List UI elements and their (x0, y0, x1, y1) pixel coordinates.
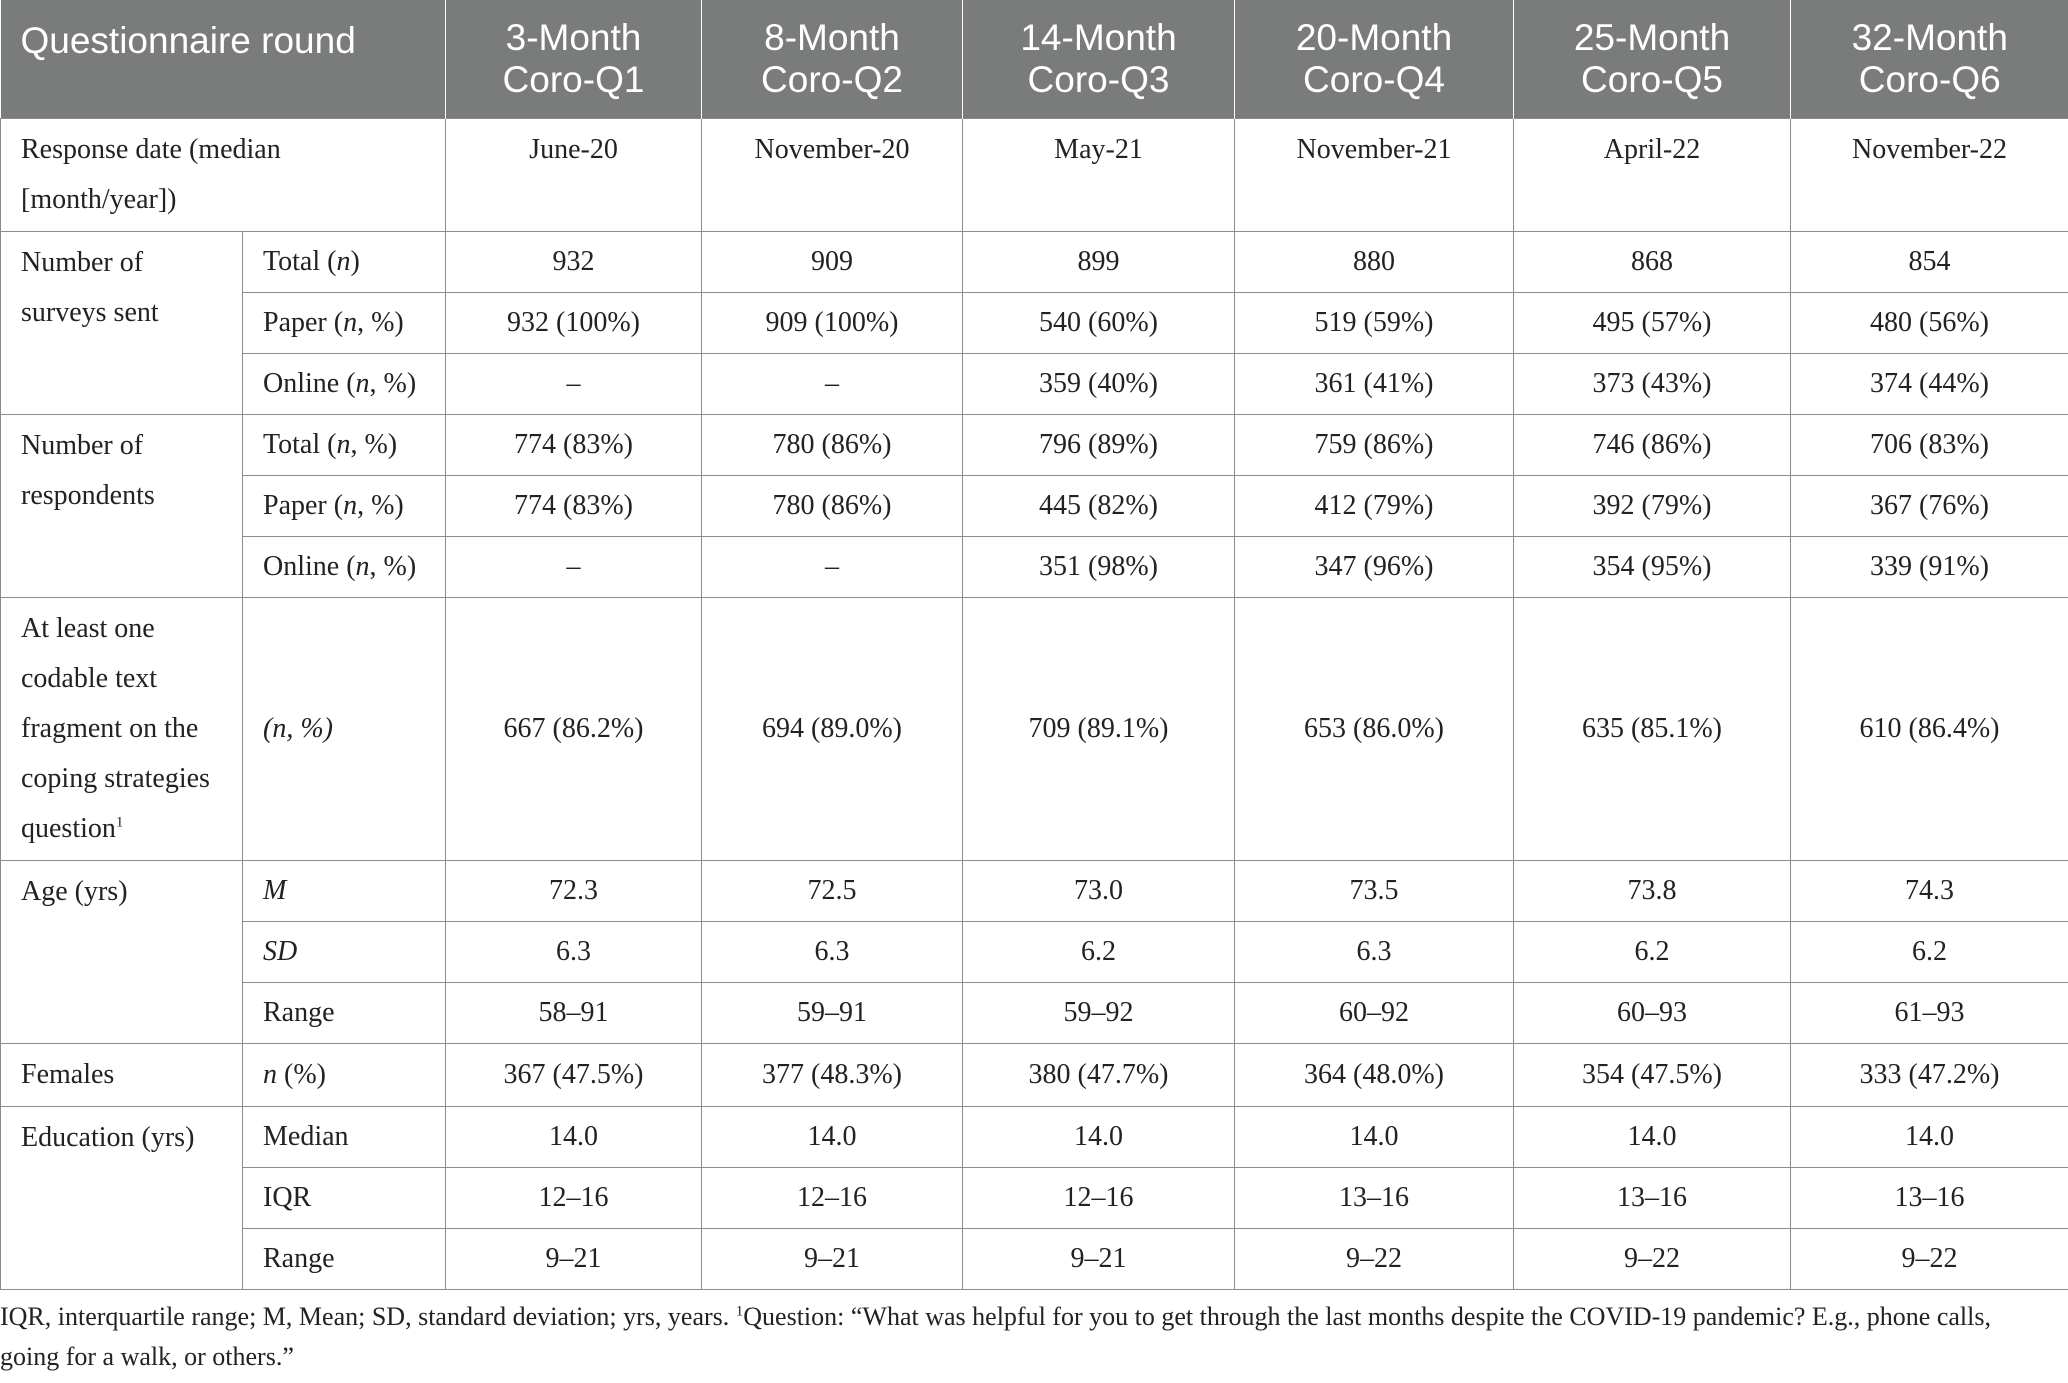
table-cell: 14.0 (1514, 1106, 1791, 1167)
table-cell: 392 (79%) (1514, 475, 1791, 536)
table-cell: 72.3 (446, 860, 702, 921)
table-row (1, 597, 2068, 860)
table-cell: 6.2 (1791, 921, 2068, 982)
table-cell: 14.0 (446, 1106, 702, 1167)
table-cell: 73.5 (1235, 860, 1514, 921)
table-cell: May-21 (963, 118, 1235, 231)
row-label-surveys-sent: Number of surveys sent (1, 231, 243, 414)
table-cell: 61–93 (1791, 982, 2068, 1043)
row-sublabel: M (243, 860, 446, 921)
table-cell: 909 (702, 231, 963, 292)
row-label-education: Education (yrs) (1, 1106, 243, 1289)
table-cell: 364 (48.0%) (1235, 1043, 1514, 1106)
table-cell: 932 (100%) (446, 292, 702, 353)
row-sublabel: Online (n, %) (243, 353, 446, 414)
table-cell: 60–92 (1235, 982, 1514, 1043)
row-label-codable: At least one codable text fragment on the coping strategies question$^1$ (1, 597, 243, 860)
table-row (1, 982, 2068, 1043)
table-cell: 14.0 (1791, 1106, 2068, 1167)
table-cell: 73.8 (1514, 860, 1791, 921)
row-sublabel: Range (243, 1228, 446, 1289)
table-cell: 759 (86%) (1235, 414, 1514, 475)
row-label-age: Age (yrs) (1, 860, 243, 1043)
table-cell: 6.3 (702, 921, 963, 982)
table-cell: – (446, 353, 702, 414)
table-cell: 347 (96%) (1235, 536, 1514, 597)
table-cell: – (446, 536, 702, 597)
table-cell: 58–91 (446, 982, 702, 1043)
table-row (1, 118, 2068, 231)
table-cell: 880 (1235, 231, 1514, 292)
row-sublabel: Online (n, %) (243, 536, 446, 597)
table-cell: 899 (963, 231, 1235, 292)
table-cell: 14.0 (963, 1106, 1235, 1167)
table-cell: 780 (86%) (702, 414, 963, 475)
table-cell: 74.3 (1791, 860, 2068, 921)
table-cell: 377 (48.3%) (702, 1043, 963, 1106)
table-row (1, 1228, 2068, 1289)
table-footnote: IQR, interquartile range; M, Mean; SD, standard deviation; yrs, years. $^1$Question: “What was helpful for you to get through the last months despite the COVID-19 pandemic? E.g., phone calls, going for a walk, or others.” (0, 1302, 1991, 1371)
table-cell: April-22 (1514, 118, 1791, 231)
table-cell: 9–21 (702, 1228, 963, 1289)
table-cell: 13–16 (1235, 1167, 1514, 1228)
table-cell: 12–16 (963, 1167, 1235, 1228)
header-col-q5: 25-Month Coro-Q5 (1514, 0, 1791, 118)
table-cell: 6.3 (446, 921, 702, 982)
table-cell: 367 (47.5%) (446, 1043, 702, 1106)
table-cell: 13–16 (1791, 1167, 2068, 1228)
table-cell: 9–22 (1235, 1228, 1514, 1289)
row-label-respondents: Number of respondents (1, 414, 243, 597)
table-cell: 380 (47.7%) (963, 1043, 1235, 1106)
table-row (1, 231, 2068, 292)
table-cell: 6.3 (1235, 921, 1514, 982)
table-cell: 932 (446, 231, 702, 292)
row-sublabel: Total (n) (243, 231, 446, 292)
table-cell: 653 (86.0%) (1235, 597, 1514, 860)
table-cell: 361 (41%) (1235, 353, 1514, 414)
table-cell: 333 (47.2%) (1791, 1043, 2068, 1106)
table-cell: 354 (95%) (1514, 536, 1791, 597)
header-col-q2: 8-Month Coro-Q2 (702, 0, 963, 118)
table-cell: 694 (89.0%) (702, 597, 963, 860)
row-sublabel: SD (243, 921, 446, 982)
row-sublabel: Median (243, 1106, 446, 1167)
table-cell: 9–22 (1514, 1228, 1791, 1289)
table-row (1, 414, 2068, 475)
table-cell: 60–93 (1514, 982, 1791, 1043)
table-row (1, 1106, 2068, 1167)
table-row (1, 292, 2068, 353)
row-sublabel: IQR (243, 1167, 446, 1228)
table-cell: 9–22 (1791, 1228, 2068, 1289)
table-row (1, 860, 2068, 921)
table-cell: 796 (89%) (963, 414, 1235, 475)
row-sublabel: Range (243, 982, 446, 1043)
table-cell: 774 (83%) (446, 475, 702, 536)
table-cell: – (702, 353, 963, 414)
table-cell: 635 (85.1%) (1514, 597, 1791, 860)
table-cell: 359 (40%) (963, 353, 1235, 414)
table-cell: 367 (76%) (1791, 475, 2068, 536)
row-sublabel: Paper (n, %) (243, 292, 446, 353)
table-cell: 412 (79%) (1235, 475, 1514, 536)
table-cell: 339 (91%) (1791, 536, 2068, 597)
table-cell: 59–91 (702, 982, 963, 1043)
table-cell: 706 (83%) (1791, 414, 2068, 475)
table-cell: 12–16 (446, 1167, 702, 1228)
table-cell: 774 (83%) (446, 414, 702, 475)
header-col-q3: 14-Month Coro-Q3 (963, 0, 1235, 118)
table-row (1, 536, 2068, 597)
table-cell: 445 (82%) (963, 475, 1235, 536)
row-sublabel: Total (n, %) (243, 414, 446, 475)
table-cell: 351 (98%) (963, 536, 1235, 597)
table-row (1, 1043, 2068, 1106)
table-row (1, 475, 2068, 536)
table-cell: 495 (57%) (1514, 292, 1791, 353)
table-cell: 9–21 (446, 1228, 702, 1289)
header-col-q4: 20-Month Coro-Q4 (1235, 0, 1514, 118)
table-cell: 6.2 (963, 921, 1235, 982)
table-cell: 12–16 (702, 1167, 963, 1228)
table-cell: 73.0 (963, 860, 1235, 921)
table-cell: 59–92 (963, 982, 1235, 1043)
table-cell: November-21 (1235, 118, 1514, 231)
table-cell: 610 (86.4%) (1791, 597, 2068, 860)
table-cell: 14.0 (702, 1106, 963, 1167)
table-cell: 667 (86.2%) (446, 597, 702, 860)
row-sublabel: n (%) (243, 1043, 446, 1106)
table-cell: 540 (60%) (963, 292, 1235, 353)
row-sublabel: (n, %) (243, 597, 446, 860)
row-label-females: Females (1, 1043, 243, 1106)
table-cell: 780 (86%) (702, 475, 963, 536)
header-col-q6: 32-Month Coro-Q6 (1791, 0, 2068, 118)
table-cell: November-20 (702, 118, 963, 231)
table-header (1, 0, 2068, 118)
table-cell: 13–16 (1514, 1167, 1791, 1228)
table-row (1, 1167, 2068, 1228)
table-cell: 373 (43%) (1514, 353, 1791, 414)
table-cell: 72.5 (702, 860, 963, 921)
table-cell: 9–21 (963, 1228, 1235, 1289)
table-cell: 354 (47.5%) (1514, 1043, 1791, 1106)
table-cell: 854 (1791, 231, 2068, 292)
row-label-response-date: Response date (median [month/year]) (1, 118, 446, 231)
table-cell: 868 (1514, 231, 1791, 292)
table-cell: 709 (89.1%) (963, 597, 1235, 860)
table-cell: 519 (59%) (1235, 292, 1514, 353)
table-cell: November-22 (1791, 118, 2068, 231)
table-cell: 14.0 (1235, 1106, 1514, 1167)
table-cell: 6.2 (1514, 921, 1791, 982)
table-cell: 480 (56%) (1791, 292, 2068, 353)
table-row (1, 353, 2068, 414)
table-cell: 909 (100%) (702, 292, 963, 353)
table-cell: 374 (44%) (1791, 353, 2068, 414)
row-sublabel: Paper (n, %) (243, 475, 446, 536)
table-cell: 746 (86%) (1514, 414, 1791, 475)
table-cell: – (702, 536, 963, 597)
table-cell: June-20 (446, 118, 702, 231)
table-row (1, 921, 2068, 982)
header-col-q1: 3-Month Coro-Q1 (446, 0, 702, 118)
header-round: Questionnaire round (1, 0, 446, 118)
